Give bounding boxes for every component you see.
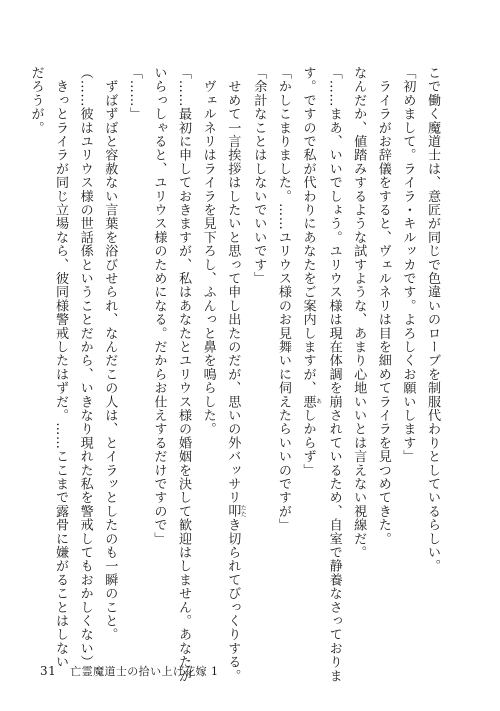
ruby-reading-tata: たた	[239, 504, 247, 519]
text-line-15: （……彼はユリウス様の世話係ということだから、いきなり現れた私を警戒してもおかしくない）	[77, 66, 93, 669]
text-line-5: 「……まあ、いいでしょう。ユリウス様は現在体調を崩されているため、自室で静養なさっておりま	[326, 66, 342, 683]
text-line-9: せめて一言挨拶はしたいと思って申し出たのだが、思いの外バッサリ叩 たたき切られてびっくりする。	[225, 66, 247, 683]
text-line-16: きっとライラが同じ立場なら、彼同様警戒したはずだ。……ここまで露骨に嫌がることはしない	[53, 66, 69, 669]
ruby-reading-ashi: あ	[314, 394, 322, 409]
text-line-17: だろうが。	[28, 66, 44, 135]
page-number: 31	[40, 664, 57, 678]
text-line-12: いらっしゃると、ユリウス様のためになる。だからお仕えするだけですので」	[151, 66, 167, 546]
text-line-6: す。ですので私が代わりにあなたをご案内しますが、悪 あしからず」	[300, 66, 322, 478]
text-line-3: ライラがお辞儀をすると、ヴェルネリは目を細めてライラを見つめてきた。	[375, 66, 391, 546]
text-line-13: 「……」	[126, 66, 142, 121]
text-line-10: ヴェルネリはライラを見下ろし、ふんっと鼻を鳴らした。	[200, 66, 216, 436]
text-line-14: ずばずばと容赦ない言葉を浴びせられ、なんだこの人は、とイラッとしたのも一瞬のこと。	[102, 66, 118, 642]
text-line-4: なんだか、値踏みするような試すような、あまり心地いいとは言えない視線だ。	[351, 66, 367, 560]
text-line-8: 「余計なことはしないでいいです」	[251, 66, 267, 286]
ruby-ashi: 悪 あ	[300, 394, 322, 409]
text-line-7: 「かしこまりました。……ユリウス様のお見舞いに伺えたらいいのですが」	[275, 66, 291, 532]
running-title: 亡霊魔道士の拾い上げ花嫁 1	[70, 665, 219, 678]
text-line-2: 「初めまして。ライラ・キルッカです。よろしくお願いします」	[400, 66, 416, 464]
ruby-tata: 叩 たた	[225, 504, 247, 519]
page-footer	[40, 663, 218, 679]
text-line-1: こで働く魔道士は、意匠が同じで色違いのローブを制服代わりとしているらしい。	[425, 66, 440, 573]
text-line-11: 「……最初に申しておきますが、私はあなたとユリウス様の婚姻を決して歓迎はしません。あなたが	[176, 66, 192, 683]
